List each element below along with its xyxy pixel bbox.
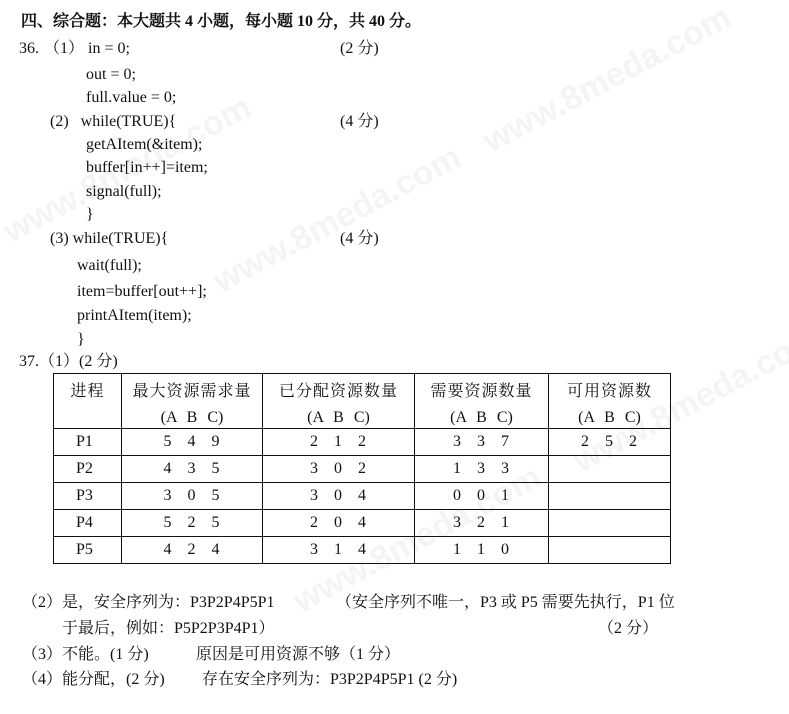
answer-3-reason: 原因是可用资源不够（1 分） <box>196 646 401 663</box>
available-cell <box>549 510 671 537</box>
allocated-cell: 3 1 4 <box>263 537 415 564</box>
column-header <box>549 374 671 429</box>
watermark <box>207 138 468 301</box>
allocated-cell: 2 1 2 <box>263 429 415 456</box>
allocated-cell: 2 0 4 <box>263 510 415 537</box>
answer-2-line2: 于最后，例如：P5P2P3P4P1） <box>62 620 275 637</box>
process-cell: P2 <box>54 456 122 483</box>
q36-p2-line: buffer[in++]=item; <box>86 159 208 176</box>
answer-2-line1: （2）是，安全序列为：P3P2P4P5P1 <box>22 594 275 611</box>
answer-2-score: （2 分） <box>598 620 659 637</box>
q36-p2-line: signal(full); <box>86 183 162 200</box>
need-cell: 1 1 0 <box>415 537 549 564</box>
process-cell: P4 <box>54 510 122 537</box>
table-header-row <box>54 374 671 429</box>
max-cell: 5 4 9 <box>122 429 263 456</box>
answer-3: （3）不能。(1 分) <box>22 646 149 663</box>
resource-table <box>53 373 671 564</box>
answer-4-sequence: 存在安全序列为：P3P2P4P5P1 (2 分) <box>202 671 458 688</box>
table-row <box>54 537 671 564</box>
column-header-label: 最大资源需求量 <box>132 383 252 400</box>
need-cell: 3 2 1 <box>415 510 549 537</box>
column-header <box>415 374 549 429</box>
process-cell: P3 <box>54 483 122 510</box>
max-cell: 3 0 5 <box>122 483 263 510</box>
q36-p1-score: (2 分) <box>340 40 379 57</box>
need-cell: 1 3 3 <box>415 456 549 483</box>
max-cell: 4 3 5 <box>122 456 263 483</box>
need-cell: 0 0 1 <box>415 483 549 510</box>
allocated-cell: 3 0 2 <box>263 456 415 483</box>
q36-p3-line: item=buffer[out++]; <box>77 283 207 300</box>
allocated-cell: 3 0 4 <box>263 483 415 510</box>
available-cell <box>549 537 671 564</box>
watermark <box>477 0 738 161</box>
q36-p2-line: } <box>86 206 94 223</box>
q36-p3-line: printAItem(item); <box>77 307 192 324</box>
available-cell <box>549 483 671 510</box>
column-subheader: (A B C) <box>307 409 370 426</box>
table-row <box>54 429 671 456</box>
q36-p3-line: (3) while(TRUE){ <box>50 230 169 247</box>
q36-p1-line: out = 0; <box>86 66 136 83</box>
process-cell: P1 <box>54 429 122 456</box>
column-subheader: (A B C) <box>450 409 513 426</box>
q36-p1-line: （1） in = 0; <box>44 40 130 57</box>
column-header-label: 进程 <box>70 383 105 400</box>
table-row <box>54 483 671 510</box>
max-cell: 5 2 5 <box>122 510 263 537</box>
column-header <box>122 374 263 429</box>
q36-label: 36. <box>19 40 39 57</box>
q36-p2-score: (4 分) <box>340 113 379 130</box>
column-header-label: 可用资源数 <box>566 383 652 400</box>
answer-2-note: （安全序列不唯一，P3 或 P5 需要先执行，P1 位 <box>336 594 675 611</box>
max-cell: 4 2 4 <box>122 537 263 564</box>
q37-label: 37.（1）(2 分) <box>19 353 118 370</box>
available-cell <box>549 456 671 483</box>
need-cell: 3 3 7 <box>415 429 549 456</box>
q36-p3-line: } <box>77 331 85 348</box>
q36-p3-score: (4 分) <box>340 230 379 247</box>
q36-p2-line: getAItem(&item); <box>86 136 203 153</box>
table-row <box>54 510 671 537</box>
column-header <box>263 374 415 429</box>
column-subheader: (A B C) <box>578 409 641 426</box>
q36-p1-line: full.value = 0; <box>86 89 177 106</box>
q36-p3-line: wait(full); <box>77 257 142 274</box>
process-cell: P5 <box>54 537 122 564</box>
column-subheader: (A B C) <box>160 409 224 426</box>
column-header-label: 已分配资源数量 <box>278 383 398 400</box>
column-header <box>54 374 122 429</box>
answer-4: （4）能分配，(2 分) <box>22 671 165 688</box>
available-cell: 2 5 2 <box>549 429 671 456</box>
q36-p2-line: (2) while(TRUE){ <box>50 113 177 130</box>
column-header-label: 需要资源数量 <box>430 383 533 400</box>
table-row <box>54 456 671 483</box>
section-heading: 四、综合题：本大题共 4 小题，每小题 10 分，共 40 分。 <box>21 13 422 30</box>
